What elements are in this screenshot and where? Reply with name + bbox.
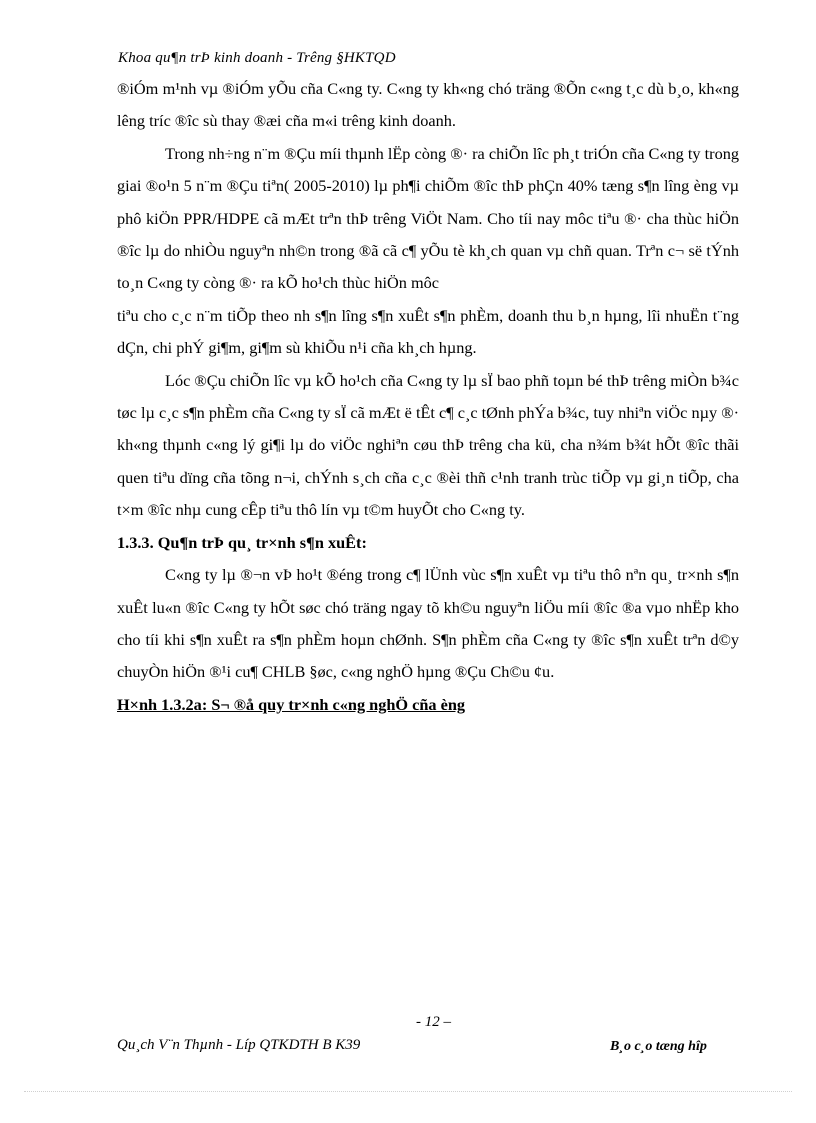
page-bottom-divider <box>24 1091 792 1092</box>
figure-caption: H×nh 1.3.2a: S¬ ®å quy tr×nh c«ng nghÖ cña èng <box>117 694 466 714</box>
section-heading: 1.3.3. Qu¶n trÞ qu¸ tr×nh s¶n xuÊt: <box>117 532 367 552</box>
paragraph-3: tiªu cho c¸c n¨m tiÕp theo nh s¶n lîng s¶n xuÊt s¶n phÈm, doanh thu b¸n hµng, lîi nhuËn t¨ng dÇn, chi phÝ gi¶m, gi¶m sù khiÕu n¹i cña kh¸ch hµng. <box>117 305 739 358</box>
footer-report-title: B¸o c¸o tæng hîp <box>610 1039 707 1054</box>
paragraph-1: ®iÓm m¹nh vµ ®iÓm yÕu cña C«ng ty. C«ng ty kh«ng chó träng ®Õn c«ng t¸c dù b¸o, kh«ng lêng tríc ®îc sù thay ®æi cña m«i trêng kinh doanh. <box>117 79 739 131</box>
footer-author: Qu¸ch V¨n Thµnh - Líp QTKDTH B K39 <box>117 1037 361 1053</box>
page-body <box>117 73 739 721</box>
section-paragraph: C«ng ty lµ ®¬n vÞ ho¹t ®éng trong c¶ lÜnh vùc s¶n xuÊt vµ tiªu thô nªn qu¸ tr×nh s¶n xuÊt lu«n ®îc C«ng ty hÕt søc chó träng ngay tõ kh©u nguyªn liÖu míi ®îc ®a vµo nhËp kho cho tíi khi s¶n xuÊt ra s¶n phÈm hoµn chØnh. S¶n phÈm cña C«ng ty ®îc s¶n xuÊt trªn d©y chuyÒn hiÖn ®¹i cu¶ CHLB §øc, c«ng nghÖ hµng ®Çu Ch©u ¢u. <box>117 565 739 682</box>
paragraph-4: Lóc ®Çu chiÕn lîc vµ kÕ ho¹ch cña C«ng ty lµ sÏ bao phñ toµn bé thÞ trêng miÒn b¾c tøc lµ c¸c s¶n phÈm cña C«ng ty sÏ cã mÆt ë tÊt c¶ c¸c tØnh phÝa b¾c, tuy nhiªn viÖc nµy ®· kh«ng thµnh c«ng lý gi¶i lµ do viÖc nghiªn cøu thÞ trêng cha kü, cha n¾m b¾t hÕt ®îc thãi quen tiªu dïng cña tõng n¬i, chÝnh s¸ch cña c¸c ®èi thñ c¹nh tranh trùc tiÕp vµ gi¸n tiÕp, cha t×m ®îc nhµ cung cÊp tiªu thô lín vµ t©m huyÕt cho C«ng ty. <box>117 370 739 520</box>
page-number: - 12 – <box>416 1014 451 1030</box>
page-header: Khoa qu¶n trÞ kinh doanh - Trêng §HKTQD <box>118 50 396 66</box>
paragraph-2: Trong nh÷ng n¨m ®Çu míi thµnh lËp còng ®· ra chiÕn lîc ph¸t triÓn cña C«ng ty trong giai ®o¹n 5 n¨m ®Çu tiªn( 2005-2010) lµ ph¶i chiÕm ®îc thÞ phÇn 40% tæng s¶n lîng èng vµ phô kiÖn PPR/HDPE cã mÆt trªn thÞ trêng ViÖt Nam. Cho tíi nay môc tiªu ®· cha thùc hiÖn ®îc lµ do nhiÒu nguyªn nh©n trong ®ã cã c¶ yÕu tè kh¸ch quan vµ chñ quan. Trªn c¬ së tÝnh to¸n C«ng ty còng ®· ra kÕ ho¹ch thùc hiÖn môc <box>117 143 739 293</box>
